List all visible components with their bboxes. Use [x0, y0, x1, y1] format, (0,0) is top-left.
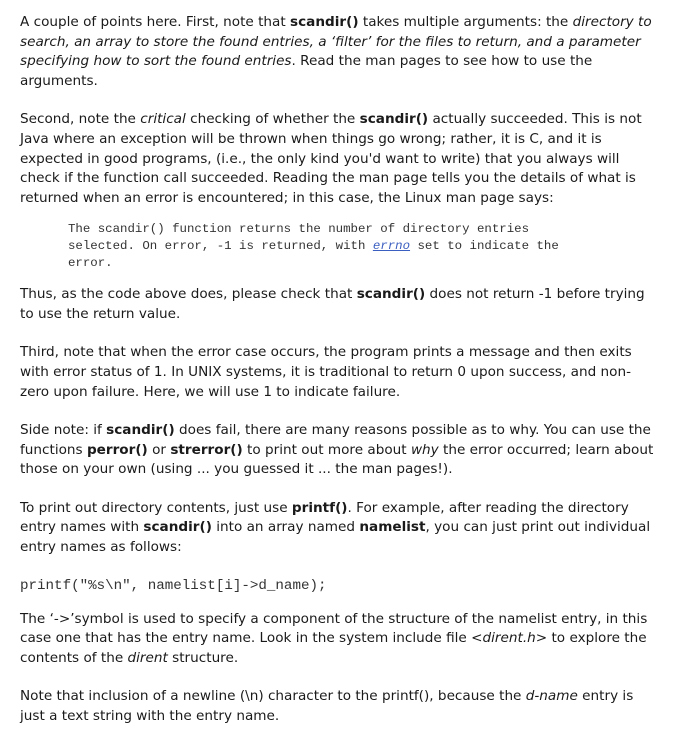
function-name-scandir: scandir() — [356, 286, 426, 303]
text-run: or — [147, 441, 171, 458]
text-run: actually succeeded. This is not Java where an exception will be thrown when things go wrong; rather, it is C, and it is expected in good programs, (i.e., the only kind you'd want to write) that you always will check if the function call succeeded. Reading the man page tells you the details of what is returned when an error is encountered; in this case, the Linux man page says: — [20, 111, 642, 206]
man-page-quote — [68, 221, 660, 271]
text-run: into an array named — [211, 519, 360, 536]
code-example-printf: printf("%s\n", namelist[i]->d_name); — [20, 577, 327, 594]
text-run: does fail, there are many reasons possible as to why. You can use the functions — [20, 422, 651, 458]
text-run: , you can just print out individual entry names as follows: — [20, 519, 651, 556]
function-name-scandir: scandir() — [106, 422, 175, 439]
function-name-strerror: strerror() — [170, 441, 243, 458]
function-name-printf: printf() — [291, 499, 348, 516]
text-run: does not return -1 before trying to use the return value. — [20, 286, 645, 322]
paragraph-newline-note — [20, 687, 660, 726]
function-name-scandir: scandir() — [359, 111, 429, 128]
man-quote-line: error. — [68, 255, 113, 270]
function-name-scandir: scandir() — [290, 14, 359, 30]
text-run: takes multiple arguments: the — [358, 14, 573, 30]
man-quote-line: selected. On error, -1 is returned, with — [68, 238, 373, 253]
paragraph-error-checking — [20, 110, 660, 208]
document-body — [20, 13, 660, 727]
paragraph-exit-status: Third, note that when the error case occurs, the program prints a message and then exits with error status of 1. In UNIX systems, it is traditional to return 0 upon success, and non-zero upon failure. Here, we will use 1 to indicate failure. — [20, 344, 632, 400]
text-run: A couple of points here. First, note that — [20, 14, 291, 30]
paragraph-scandir-arguments — [20, 13, 660, 91]
emphasis-why: why — [410, 441, 439, 458]
text-run: structure. — [167, 649, 239, 666]
text-run: to explore the contents of the — [20, 630, 647, 666]
text-run: . Read the man pages to see how to use the arguments. — [20, 53, 593, 89]
include-file-dirent: <dirent.h> — [471, 630, 548, 647]
man-quote-line: set to indicate the — [410, 238, 559, 253]
text-run: To print out directory contents, just use — [20, 499, 292, 516]
paragraph-print-contents — [20, 499, 660, 558]
text-run: to print out more about — [242, 441, 411, 458]
text-run: the error occurred; learn about those on your own (using ... you guessed it ... the man pages!). — [20, 441, 654, 478]
text-run: The ‘->’symbol is used to specify a component of the structure of the namelist entry, in this case one that has the entry name. Look in the system include file — [20, 610, 648, 647]
man-quote-line: The scandir() function returns the number of directory entries — [68, 222, 530, 237]
emphasis-critical: critical — [140, 111, 186, 128]
function-name-scandir: scandir() — [143, 519, 212, 536]
text-run: checking of whether the — [185, 111, 360, 128]
text-run: Second, note the — [20, 111, 141, 128]
text-run: entry is just a text string with the entry name. — [20, 688, 634, 725]
emphasis-dirent: dirent — [127, 649, 168, 666]
paragraph-check-return — [20, 285, 660, 324]
paragraph-side-note — [20, 421, 660, 480]
errno-link[interactable]: errno — [372, 238, 411, 253]
function-name-perror: perror() — [86, 441, 148, 458]
paragraph-arrow-symbol — [20, 610, 660, 669]
text-run: Note that inclusion of a newline (\n) character to the printf(), because the — [20, 688, 526, 705]
emphasis-d-name: d-name — [525, 688, 578, 705]
text-run: Side note: if — [20, 422, 107, 439]
variable-namelist: namelist — [359, 519, 426, 536]
text-run: Thus, as the code above does, please check that — [20, 286, 357, 303]
text-run: . For example, after reading the directory entry names with — [20, 499, 629, 536]
emphasis-arguments: directory to search, an array to store the found entries, a ‘filter’ for the files to return, and a parameter specifying how to sort the found entries — [20, 14, 652, 70]
